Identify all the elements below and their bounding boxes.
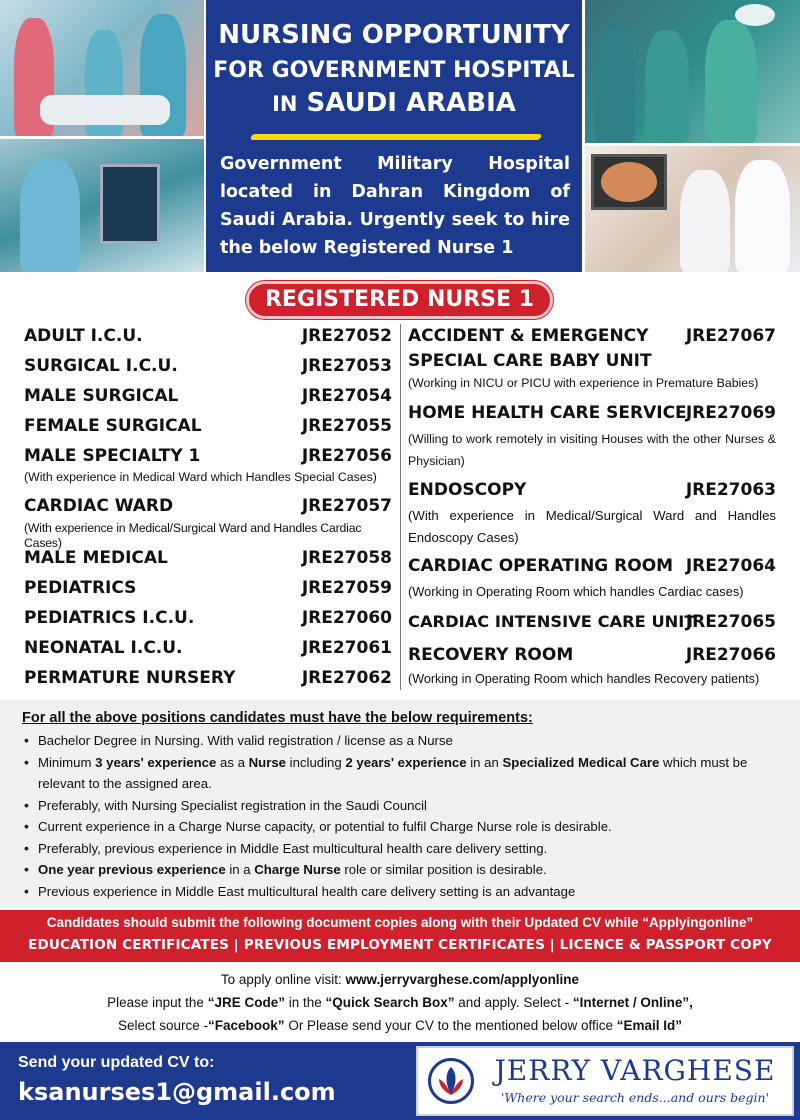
job-code: JRE27061 — [301, 638, 392, 658]
job-note: (Working in Operating Room which handles Cardiac cases) — [408, 584, 744, 599]
job-title: NEONATAL I.C.U. — [24, 638, 183, 658]
job-title: ENDOSCOPY — [408, 480, 527, 500]
documents-band — [0, 910, 800, 962]
apply-instructions — [0, 968, 800, 1037]
job-note: (Working in Operating Room which handles Recovery patients) — [408, 672, 760, 686]
job-code: JRE27053 — [301, 356, 392, 376]
requirement-item: • Preferably, with Nursing Specialist registration in the Saudi Council — [22, 795, 782, 817]
job-code: JRE27064 — [685, 556, 776, 576]
job-title: PEDIATRICS — [24, 578, 137, 598]
requirement-item: • Minimum 3 years' experience as a Nurse including 2 years' experience in an Specialized Medical Care which must be relevant to the assigned area. — [22, 752, 782, 795]
job-code: JRE27067 — [685, 326, 776, 346]
requirements-list — [22, 730, 782, 902]
job-code: JRE27056 — [301, 446, 392, 466]
job-code: JRE27054 — [301, 386, 392, 406]
job-title: HOME HEALTH CARE SERVICE — [408, 403, 687, 423]
nurse-monitor-photo — [0, 139, 204, 272]
nurses-stretcher-photo — [0, 0, 204, 136]
apply-line-3: Select source -“Facebook” Or Please send your CV to the mentioned below office “Email Id” — [117, 1018, 683, 1033]
job-title: PEDIATRICS I.C.U. — [24, 608, 195, 628]
apply-line-2: Please input the “JRE Code” in the “Quick Search Box” and apply. Select - “Internet / Online”, — [107, 995, 693, 1010]
job-code: JRE27055 — [301, 416, 392, 436]
job-code: JRE27063 — [685, 480, 776, 500]
logo-emblem-icon — [428, 1058, 474, 1104]
title-line3: IN SAUDI ARABIA — [272, 88, 516, 118]
job-note: (Working in NICU or PICU with experience in Premature Babies) — [408, 376, 759, 390]
job-code: JRE27057 — [301, 496, 392, 516]
apply-line-1: To apply online visit: www.jerryvarghese.com/applyonline — [220, 972, 580, 987]
requirement-item: • Bachelor Degree in Nursing. With valid registration / license as a Nurse — [22, 730, 782, 752]
job-title: FEMALE SURGICAL — [24, 416, 202, 436]
job-title: ACCIDENT & EMERGENCY — [408, 326, 649, 346]
intro-paragraph: Government Military Hospital located in Dahran Kingdom of Saudi Arabia. Urgently seek to hire the below Registered Nurse 1 — [220, 154, 570, 258]
requirement-item: • One year previous experience in a Charge Nurse role or similar position is desirable. — [22, 859, 782, 881]
job-code: JRE27069 — [685, 403, 776, 423]
job-title: MALE MEDICAL — [24, 548, 168, 568]
job-code: JRE27060 — [301, 608, 392, 628]
job-code: JRE27052 — [301, 326, 392, 346]
yellow-divider — [250, 134, 542, 140]
job-note: (With experience in Medical/Surgical Ward and Handles Cardiac Cases) — [24, 521, 362, 550]
job-code: JRE27059 — [301, 578, 392, 598]
logo-tagline: 'Where your search ends...and ours begin' — [500, 1090, 770, 1105]
job-title: MALE SPECIALTY 1 — [24, 446, 201, 466]
job-code: JRE27065 — [685, 612, 776, 632]
title-line1: NURSING OPPORTUNITY — [218, 20, 570, 50]
documents-list: EDUCATION CERTIFICATES | PREVIOUS EMPLOYMENT CERTIFICATES | LICENCE & PASSPORT COPY — [28, 937, 772, 953]
job-code: JRE27062 — [301, 668, 392, 688]
job-note: (Willing to work remotely in visiting Houses with the other Nurses & Physician) — [408, 432, 776, 468]
column-divider — [400, 324, 401, 690]
header-panel — [206, 0, 582, 272]
job-title: PERMATURE NURSERY — [24, 668, 236, 688]
apply-url-link[interactable]: www.jerryvarghese.com/applyonline — [345, 972, 580, 987]
title-line2: FOR GOVERNMENT HOSPITAL — [213, 58, 575, 83]
requirements-heading: For all the above positions candidates must have the below requirements: — [22, 710, 533, 726]
job-title: RECOVERY ROOM — [408, 645, 574, 665]
email-link[interactable]: ksanurses1@gmail.com — [18, 1078, 336, 1106]
requirement-item: • Preferably, previous experience in Middle East multicultural health care delivery setting. — [22, 838, 782, 860]
footer — [0, 1042, 800, 1120]
send-cv-label: Send your updated CV to: — [18, 1054, 215, 1071]
job-title: SPECIAL CARE BABY UNIT — [408, 351, 652, 371]
registered-nurse-badge: REGISTERED NURSE 1 — [246, 281, 553, 319]
endoscopy-photo — [585, 146, 800, 272]
job-title: SURGICAL I.C.U. — [24, 356, 178, 376]
job-note: (With experience in Medical Ward which Handles Special Cases) — [24, 470, 377, 484]
job-title: CARDIAC OPERATING ROOM — [408, 556, 674, 576]
job-code: JRE27058 — [301, 548, 392, 568]
requirement-item: • Previous experience in Middle East multicultural health care delivery setting is an advantage — [22, 881, 782, 903]
company-logo — [416, 1046, 794, 1116]
job-title: MALE SURGICAL — [24, 386, 179, 406]
job-title: CARDIAC WARD — [24, 496, 174, 516]
job-title: ADULT I.C.U. — [24, 326, 143, 346]
job-title: CARDIAC INTENSIVE CARE UNIT — [408, 612, 696, 631]
job-note: (With experience in Medical/Surgical Ward and Handles Endoscopy Cases) — [408, 508, 776, 545]
job-code: JRE27066 — [685, 645, 776, 665]
documents-instruction: Candidates should submit the following document copies along with their Updated CV while “Applyingonline” — [46, 915, 754, 930]
logo-name: JERRY VARGHESE — [494, 1054, 776, 1087]
surgical-team-photo — [585, 0, 800, 143]
requirement-item: • Current experience in a Charge Nurse capacity, or potential to fulfil Charge Nurse role is desirable. — [22, 816, 782, 838]
